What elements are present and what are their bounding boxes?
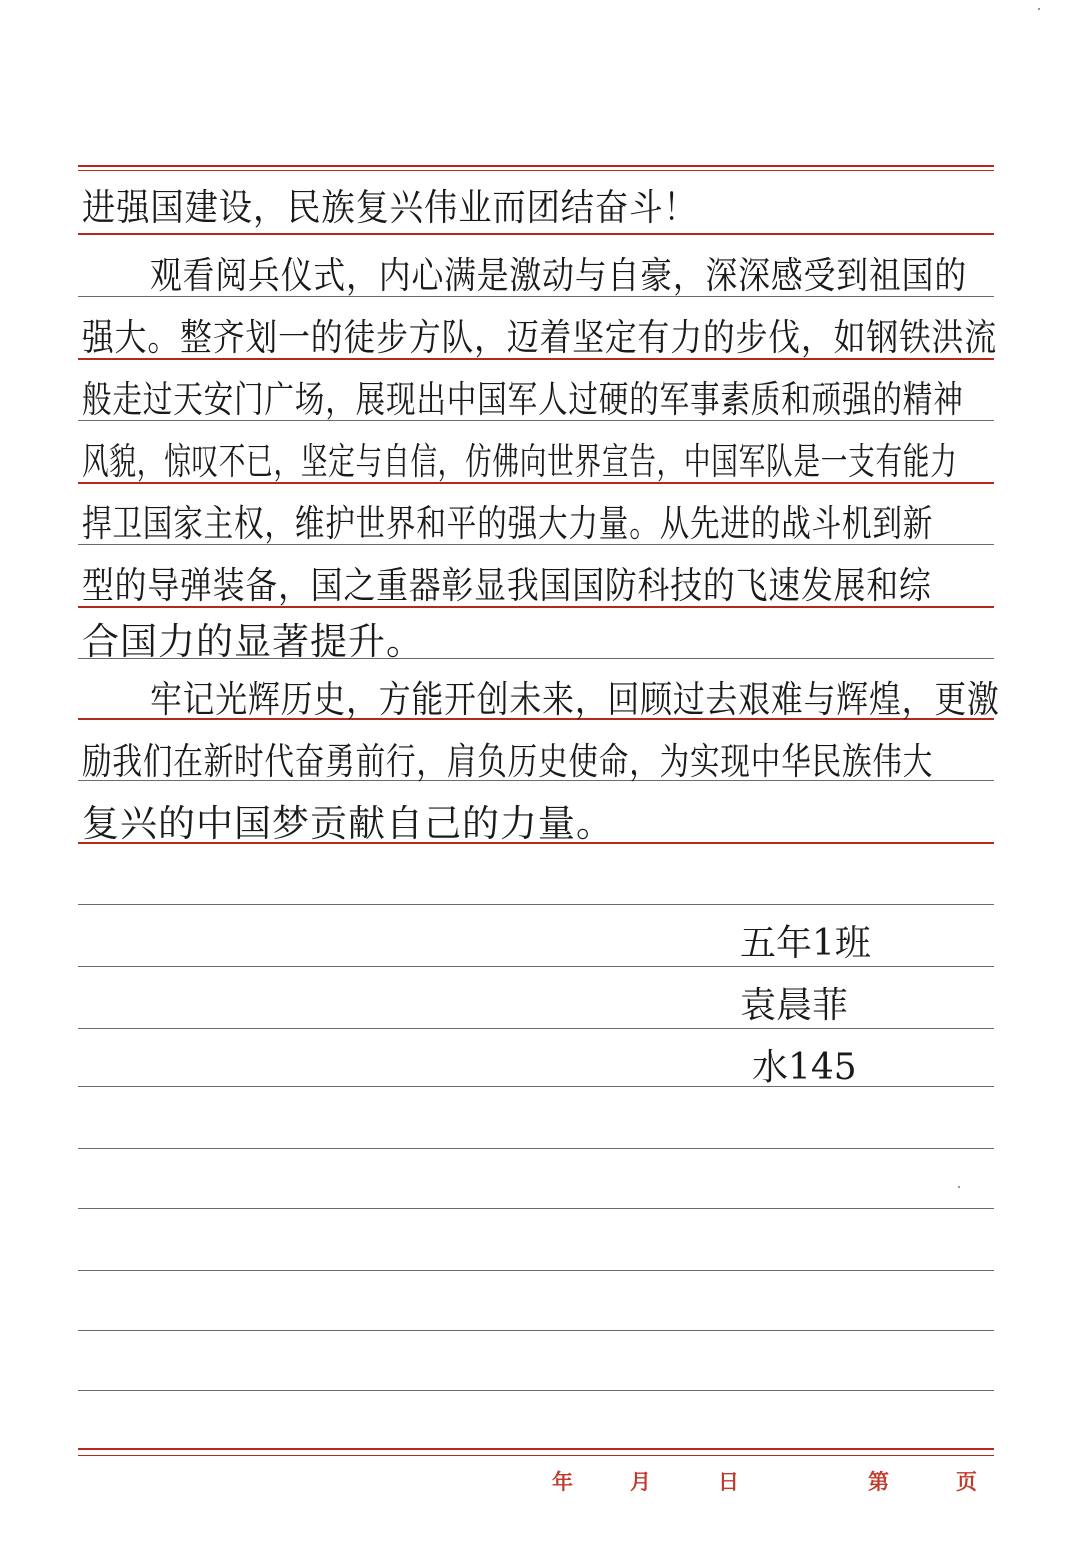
letter-line-5: 风貌，惊叹不已，坚定与自信，仿佛向世界宣告，中国军队是一支有能力 bbox=[82, 440, 958, 483]
footer-page-prefix: 第 bbox=[868, 1470, 889, 1494]
letter-line-1: 进强国建设，民族复兴伟业而团结奋斗！ bbox=[82, 186, 698, 229]
footer-day-label: 日 bbox=[718, 1470, 739, 1494]
ruled-line bbox=[78, 1270, 994, 1271]
letter-line-3: 强大。整齐划一的徒步方队，迈着坚定有力的步伐，如钢铁洪流 bbox=[82, 316, 998, 359]
paper-speck bbox=[958, 1186, 960, 1188]
footer-page-suffix: 页 bbox=[956, 1470, 977, 1494]
signature-class: 五年1班 bbox=[740, 923, 871, 964]
ruled-line bbox=[78, 1208, 994, 1209]
ruled-line bbox=[78, 904, 994, 905]
ruled-line bbox=[78, 233, 994, 235]
letter-line-10: 励我们在新时代奋勇前行，肩负历史使命，为实现中华民族伟大 bbox=[82, 740, 934, 783]
letter-line-2: 观看阅兵仪式，内心满是激动与自豪，深深感受到祖国的 bbox=[150, 254, 967, 297]
footer-month-label: 月 bbox=[630, 1470, 651, 1494]
letter-line-4: 般走过天安门广场，展现出中国军人过硬的军事素质和顽强的精神 bbox=[82, 378, 964, 421]
ruled-line bbox=[78, 1330, 994, 1331]
top-red-rule bbox=[78, 165, 994, 167]
letter-line-11: 复兴的中国梦贡献自己的力量。 bbox=[82, 802, 614, 845]
paper-speck bbox=[1038, 8, 1040, 10]
signature-name: 袁晨菲 bbox=[740, 985, 849, 1026]
letter-line-6: 捍卫国家主权，维护世界和平的强大力量。从先进的战斗机到新 bbox=[82, 502, 934, 545]
bottom-red-rule-thin bbox=[78, 1455, 994, 1456]
letter-line-9: 牢记光辉历史，方能开创未来，回顾过去艰难与辉煌，更激 bbox=[150, 678, 1000, 721]
ruled-line bbox=[78, 966, 994, 967]
ruled-line bbox=[78, 1148, 994, 1149]
letter-line-7: 型的导弹装备，国之重器彰显我国国防科技的飞速发展和综 bbox=[82, 564, 932, 607]
ruled-line bbox=[78, 1028, 994, 1029]
top-red-rule-thin bbox=[78, 170, 994, 171]
bottom-red-rule bbox=[78, 1448, 994, 1450]
letter-line-8: 合国力的显著提升。 bbox=[82, 620, 424, 663]
signature-id: 水145 bbox=[752, 1047, 857, 1088]
footer-year-label: 年 bbox=[552, 1470, 573, 1494]
ruled-line bbox=[78, 1390, 994, 1391]
